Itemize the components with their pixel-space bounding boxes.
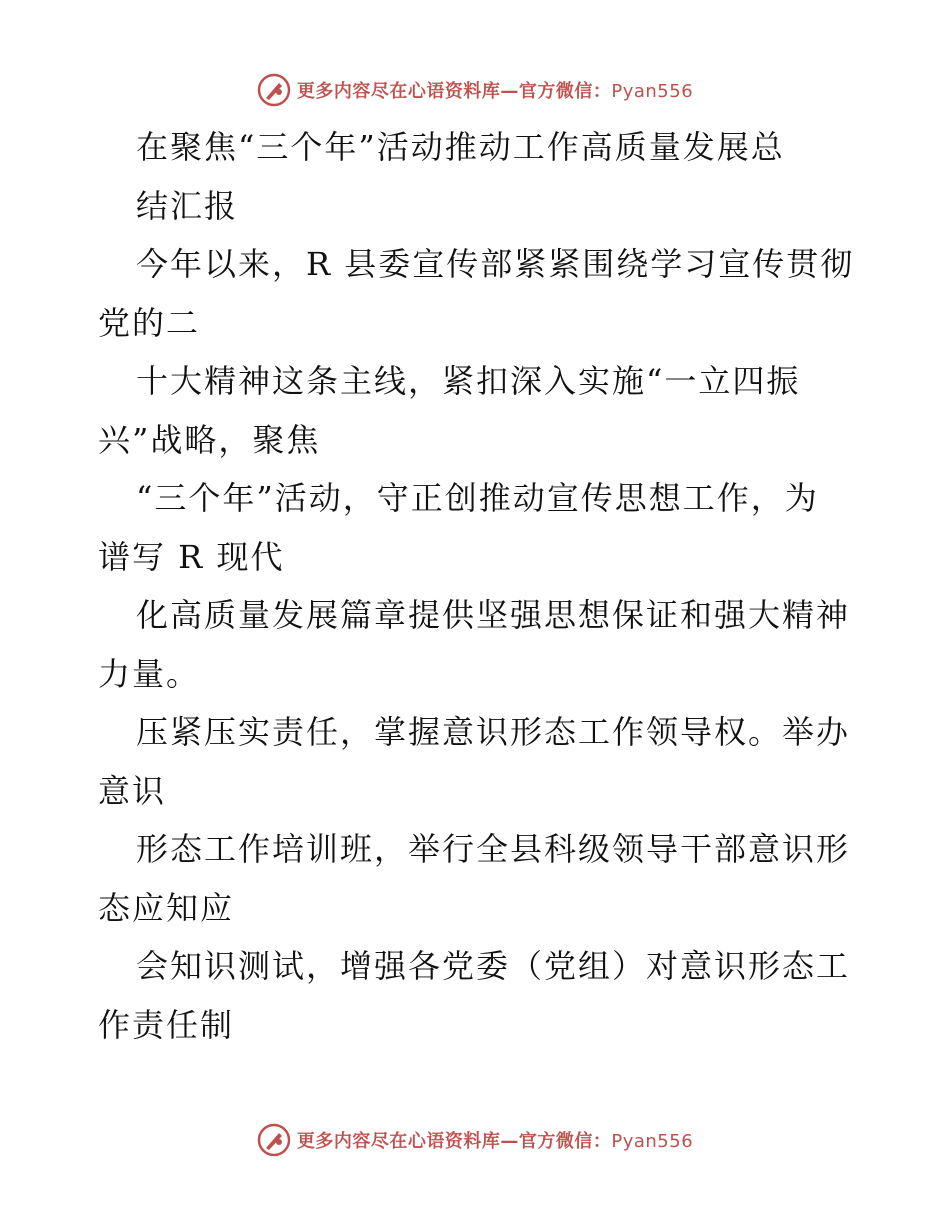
watermark-banner-top — [0, 70, 950, 110]
paragraph-line: 兴”战略，聚焦 — [98, 420, 321, 459]
paragraph-line: 力量。 — [98, 654, 201, 693]
paragraph-line: 党的二 — [98, 303, 201, 342]
document-title-line-1: 在聚焦“三个年”活动推动工作高质量发展总 — [136, 128, 785, 166]
document-body — [98, 118, 858, 1054]
paragraph-line: 今年以来，R 县委宣传部紧紧围绕学习宣传贯彻 — [136, 245, 855, 283]
pen-nib-logo-icon — [257, 73, 291, 107]
paragraph-line: 十大精神这条主线，紧扣深入实施“一立四振 — [136, 362, 801, 400]
watermark-wechat-id: Pyan556 — [611, 1131, 694, 1152]
paragraph-line: 谱写 R 现代 — [98, 537, 285, 576]
watermark-text — [297, 77, 693, 103]
pen-nib-logo-icon — [257, 1123, 291, 1157]
document-title-line-2: 结汇报 — [136, 186, 239, 225]
paragraph-line: 会知识测试，增强各党委（党组）对意识形态工 — [136, 947, 851, 985]
paragraph-line: 态应知应 — [98, 888, 235, 927]
watermark-site-text: 更多内容尽在心语资料库—官方微信： — [296, 81, 612, 102]
paragraph-line: 意识 — [98, 771, 167, 810]
watermark-site-text: 更多内容尽在心语资料库—官方微信： — [296, 1131, 612, 1152]
paragraph-line: 压紧压实责任，掌握意识形态工作领导权。举办 — [136, 713, 851, 751]
paragraph-line: 作责任制 — [98, 1005, 235, 1044]
paragraph-line: “三个年”活动，守正创推动宣传思想工作，为 — [136, 479, 819, 517]
watermark-wechat-id: Pyan556 — [611, 81, 694, 102]
paragraph-line: 化高质量发展篇章提供坚强思想保证和强大精神 — [136, 596, 851, 634]
watermark-banner-bottom — [0, 1120, 950, 1160]
watermark-text — [297, 1127, 693, 1153]
paragraph-line: 形态工作培训班，举行全县科级领导干部意识形 — [136, 830, 851, 868]
